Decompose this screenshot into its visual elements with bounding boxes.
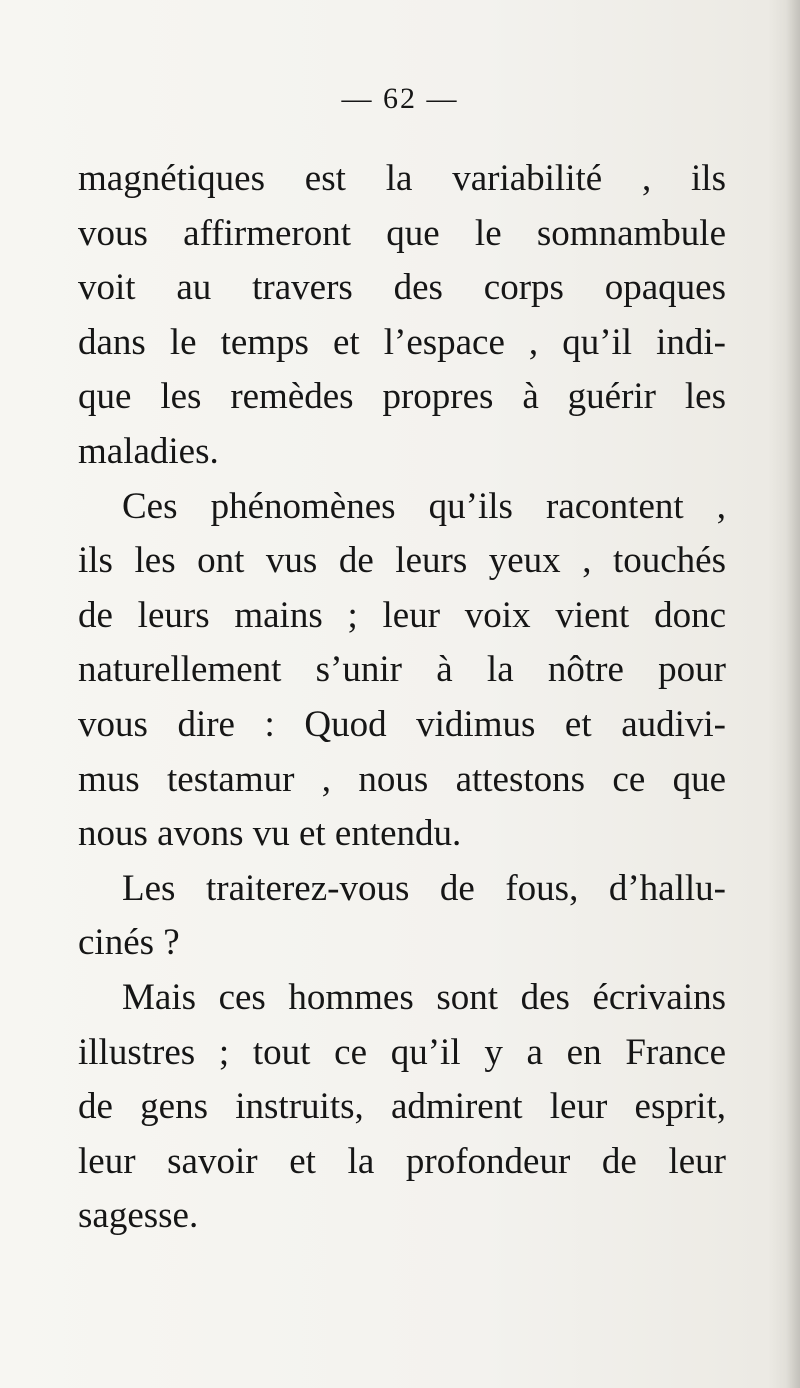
- page-edge-shadow: [786, 0, 800, 1388]
- text-line: leur savoir et la profondeur de leur: [78, 1140, 726, 1182]
- text-line: maladies.: [78, 430, 219, 472]
- text-line: de leurs mains ; leur voix vient donc: [78, 594, 726, 636]
- text-line: Les traiterez-vous de fous, d’hallu-: [122, 867, 726, 909]
- body-text: [78, 152, 726, 1244]
- text-line: Mais ces hommes sont des écrivains: [122, 976, 726, 1018]
- text-line: dans le temps et l’espace , qu’il indi-: [78, 321, 726, 363]
- text-line: Ces phénomènes qu’ils racontent ,: [122, 485, 726, 527]
- text-line: mus testamur , nous attestons ce que: [78, 758, 726, 800]
- text-line: sagesse.: [78, 1195, 199, 1237]
- text-line: vous affirmeront que le somnambule: [78, 212, 726, 254]
- text-line: cinés ?: [78, 922, 180, 964]
- text-line: de gens instruits, admirent leur esprit,: [78, 1086, 726, 1128]
- page-number: — 62 —: [341, 82, 459, 115]
- text-line: ils les ont vus de leurs yeux , touchés: [78, 540, 726, 582]
- text-line: voit au travers des corps opaques: [78, 267, 726, 309]
- text-line: magnétiques est la variabilité , ils: [78, 158, 726, 199]
- text-line: naturellement s’unir à la nôtre pour: [78, 649, 726, 691]
- text-line: illustres ; tout ce qu’il y a en France: [78, 1031, 726, 1073]
- text-line: vous dire : Quod vidimus et audivi-: [78, 703, 726, 745]
- text-line: nous avons vu et entendu.: [78, 813, 462, 855]
- text-line: que les remèdes propres à guérir les: [78, 376, 726, 418]
